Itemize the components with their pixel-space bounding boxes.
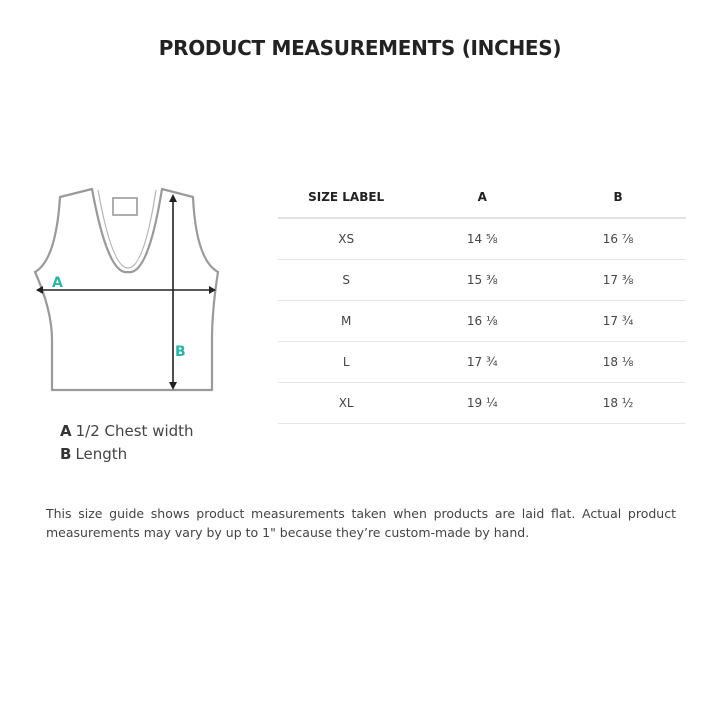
garment-inner-right [193,197,218,272]
legend-item [60,420,194,443]
legend-item [60,443,194,466]
page-title: PRODUCT MEASUREMENTS (INCHES) [158,36,562,60]
legend-key: A [60,422,72,440]
neck-tag [113,198,137,215]
legend-text: Length [75,445,128,463]
column-header: B [550,177,686,218]
value-b-cell: 18 ⅛ [550,342,686,383]
diagram-label-b: B [175,344,186,360]
value-a-cell: 17 ¾ [414,342,550,383]
value-a-cell: 19 ¼ [414,383,550,424]
table-header-row [278,177,686,218]
size-cell: XS [278,218,414,260]
value-a-cell: 16 ⅛ [414,301,550,342]
diagram-label-a: A [52,275,63,291]
measurement-legend [60,420,194,466]
column-header: A [414,177,550,218]
table-row [278,218,686,260]
value-b-cell: 17 ¾ [550,301,686,342]
neck-binding [98,190,156,268]
size-table [278,177,686,424]
value-b-cell: 17 ⅜ [550,260,686,301]
column-header: SIZE LABEL [278,177,414,218]
legend-key: B [60,445,72,463]
value-a-cell: 14 ⅝ [414,218,550,260]
disclaimer-note: This size guide shows product measurements taken when products are laid flat. Actual product measurements may vary by up to 1" because they’re custom-made by hand. [46,506,676,540]
table-row [278,260,686,301]
size-cell: S [278,260,414,301]
table-row [278,301,686,342]
tank-top-diagram [28,180,228,400]
value-b-cell: 16 ⅞ [550,218,686,260]
arrow-b-head-bottom [169,382,177,390]
size-cell: L [278,342,414,383]
arrow-b-head-top [169,194,177,202]
size-cell: XL [278,383,414,424]
legend-text: 1/2 Chest width [75,422,194,440]
size-cell: M [278,301,414,342]
value-a-cell: 15 ⅜ [414,260,550,301]
value-b-cell: 18 ½ [550,383,686,424]
table-row [278,383,686,424]
table-row [278,342,686,383]
arrow-a-head-left [36,286,43,294]
